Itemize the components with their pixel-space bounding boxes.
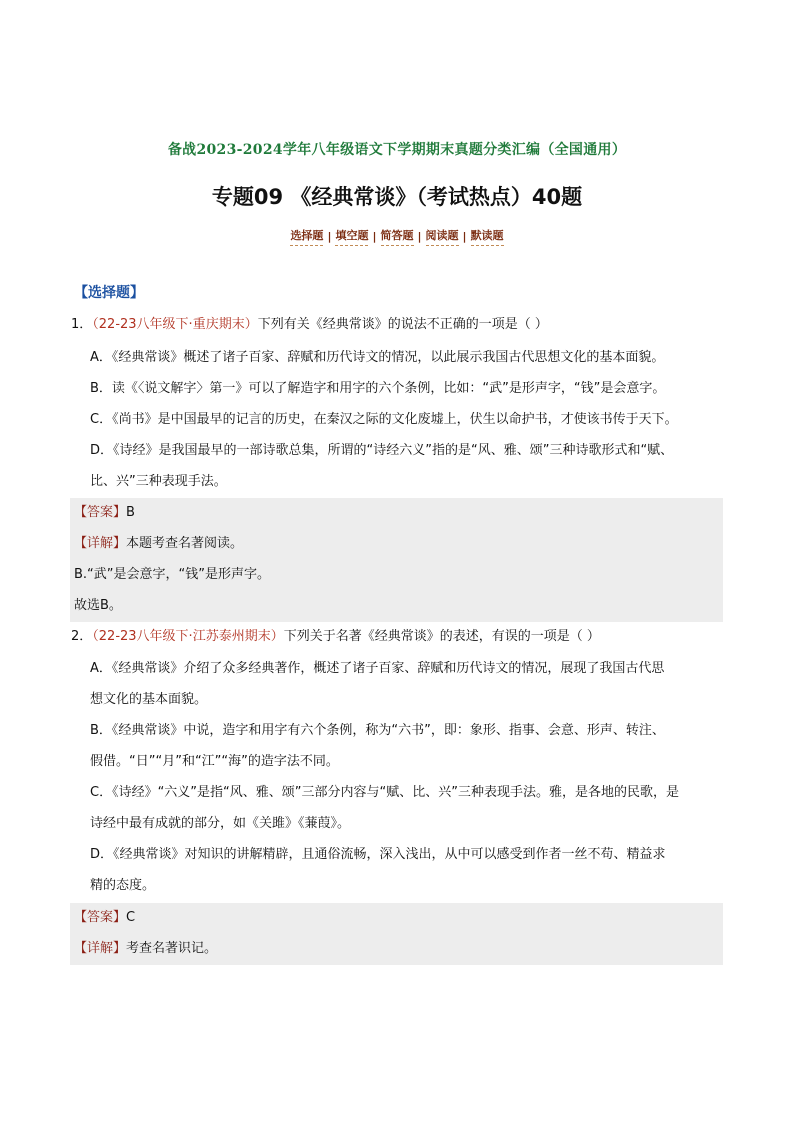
detail-tag: 【详解】 <box>74 536 127 551</box>
question-1-stem <box>71 316 548 334</box>
question-1-option-d: D．《诗经》是我国最早的一部诗歌总集，所谓的“诗经六义”指的是“风、雅、颂”三种诗歌形式和“赋、 <box>90 443 674 458</box>
question-2-option-a-cont: 想文化的基本面貌。 <box>90 692 208 707</box>
tag-short-answer: 简答题 <box>381 227 414 246</box>
question-source: （22-23八年级下·重庆期末） <box>92 317 258 332</box>
tag-separator: | <box>417 230 422 243</box>
answer-line-1 <box>74 504 135 522</box>
question-1-option-b: B．读《〈说文解字〉第一》可以了解造字和用字的六个条例，比如：“武”是形声字，“钱”是会意字。 <box>90 381 666 396</box>
question-1-option-c: C．《尚书》是中国最早的记言的历史，在秦汉之际的文化废墟上，伏生以命护书，才使该书传于天下。 <box>90 412 678 427</box>
question-type-tags <box>0 227 794 246</box>
answer-value: C <box>126 910 136 925</box>
detail-tag: 【详解】 <box>74 941 127 956</box>
question-2-option-a: A．《经典常谈》介绍了众多经典著作，概述了诸子百家、辞赋和历代诗文的情况，展现了我国古代思 <box>90 661 665 676</box>
question-number: 2． <box>71 629 93 644</box>
detail-text: 考查名著识记。 <box>126 941 218 956</box>
question-1-option-a: A．《经典常谈》概述了诸子百家、辞赋和历代诗文的情况，以此展示我国古代思想文化的基本面貌。 <box>90 350 665 365</box>
tag-fill-blank: 填空题 <box>335 227 368 246</box>
question-2-option-d-cont: 精的态度。 <box>90 878 156 893</box>
answer-tag: 【答案】 <box>74 505 127 520</box>
tag-reading: 阅读题 <box>426 227 459 246</box>
question-text: 下列有关《经典常谈》的说法不正确的一项是（ ） <box>257 317 548 332</box>
tag-separator: | <box>462 230 467 243</box>
detail-line-1 <box>74 535 243 553</box>
answer-block-1 <box>70 498 723 622</box>
answer-tag: 【答案】 <box>74 910 127 925</box>
tag-separator: | <box>372 230 377 243</box>
series-title: 备战2023-2024学年八年级语文下学期期末真题分类汇编（全国通用） <box>167 142 627 158</box>
page-title: 专题09 《经典常谈》（考试热点）40题 <box>211 185 583 209</box>
question-2-option-b-cont: 假借。“日”“月”和“江”“海”的造字法不同。 <box>90 754 339 769</box>
section-heading: 【选择题】 <box>74 285 144 301</box>
question-2-option-c: C．《诗经》“六义”是指“风、雅、颂”三部分内容与“赋、比、兴”三种表现手法。雅，是各地的民歌，是 <box>90 785 679 800</box>
tag-silent-reading: 默读题 <box>471 227 504 246</box>
question-number: 1． <box>71 317 93 332</box>
question-source: （22-23八年级下·江苏泰州期末） <box>92 629 284 644</box>
detail-text: 本题考查名著阅读。 <box>126 536 244 551</box>
question-2-option-b: B．《经典常谈》中说，造字和用字有六个条例，称为“六书”，即：象形、指事、会意、形声、转注、 <box>90 723 665 738</box>
question-1-option-d-cont: 比、兴”三种表现手法。 <box>90 474 227 489</box>
answer-line-2 <box>74 909 135 927</box>
tag-separator: | <box>327 230 332 243</box>
question-2-option-d: D．《经典常谈》对知识的讲解精辟，且通俗流畅，深入浅出，从中可以感受到作者一丝不苟、精益求 <box>90 847 666 862</box>
tag-choice: 选择题 <box>290 227 323 246</box>
question-2-stem <box>71 628 600 646</box>
answer-value: B <box>126 505 135 520</box>
detail-line-2 <box>74 940 217 958</box>
conclusion-line-1: 故选B。 <box>74 598 122 613</box>
explanation-line-1: B.“武”是会意字，“钱”是形声字。 <box>74 567 270 582</box>
question-text: 下列关于名著《经典常谈》的表述，有误的一项是（ ） <box>283 629 600 644</box>
question-2-option-c-cont: 诗经中最有成就的部分，如《关雎》《蒹葭》。 <box>90 816 351 831</box>
